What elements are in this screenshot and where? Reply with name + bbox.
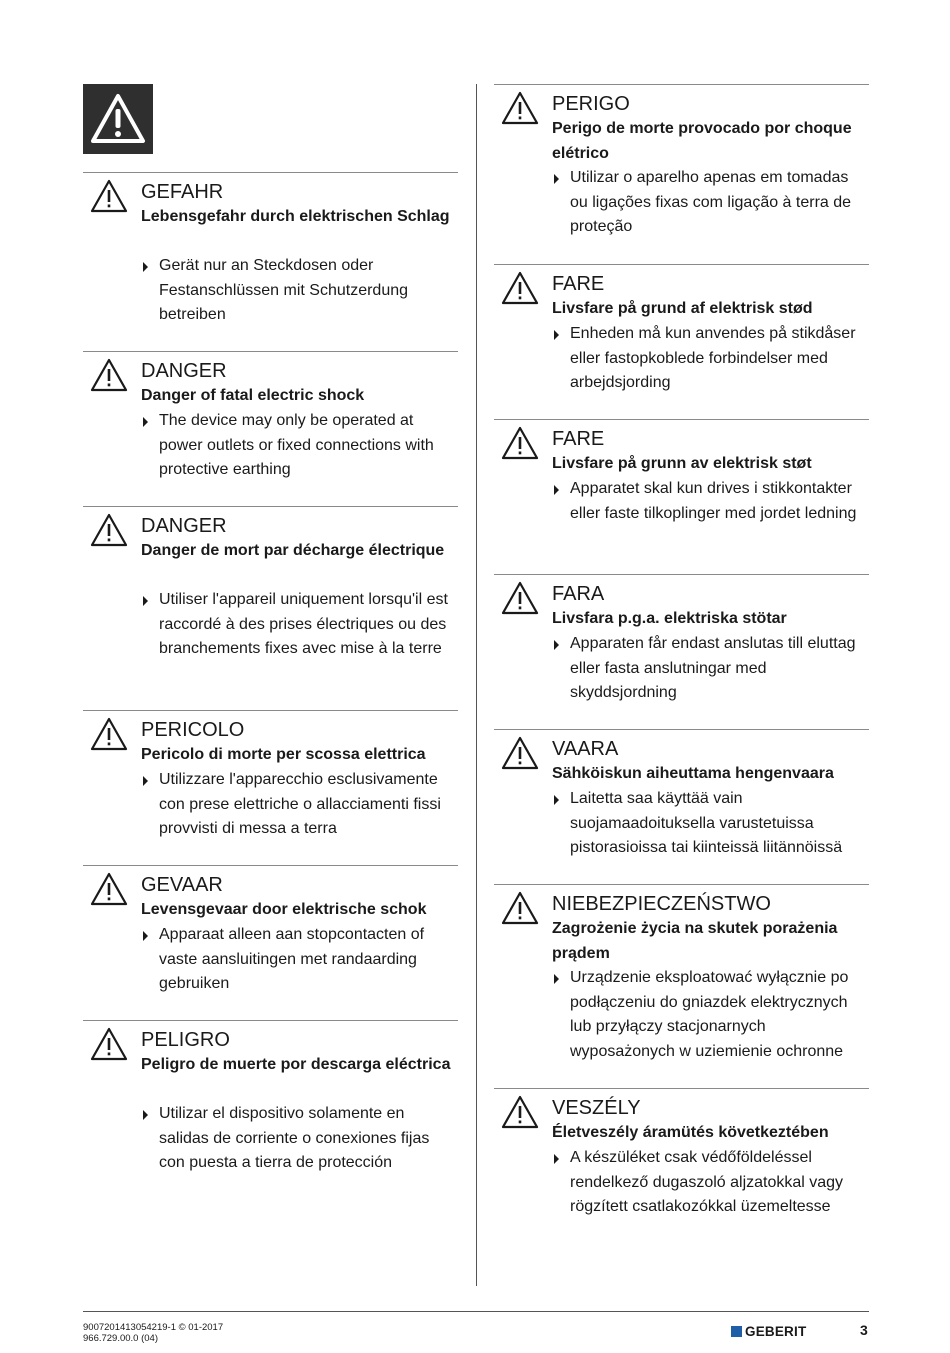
instruction-text: Utilizzare l'apparecchio esclusivamente con prese elettriche o allacciamenti fissi provvisti di messa a terra xyxy=(159,771,441,837)
warning-triangle-icon xyxy=(501,271,539,305)
warning-title: FARE xyxy=(552,428,605,450)
warning-subtitle: Levensgevaar door elektrische schok xyxy=(141,901,427,918)
warning-instruction xyxy=(141,254,458,328)
warning-subtitle: Sähköiskun aiheuttama hengenvaara xyxy=(552,765,834,782)
warning-subtitle: Livsfare på grund af elektrisk stød xyxy=(552,300,813,317)
warning-block xyxy=(494,884,869,1089)
bullet-arrow-icon xyxy=(143,417,148,427)
warning-title: VESZÉLY xyxy=(552,1097,641,1119)
document-number: 9007201413054219-1 © 01-2017 xyxy=(83,1322,224,1333)
footer-divider xyxy=(83,1311,869,1312)
instruction-text: Laitetta saa käyttää vain suojamaadoituksella varustetuissa pistorasioissa tai kiinteissä liitännöissä xyxy=(570,790,843,856)
warning-title: FARA xyxy=(552,583,605,605)
warning-block xyxy=(83,710,458,866)
bullet-arrow-icon xyxy=(554,974,559,984)
warning-instruction xyxy=(552,477,869,526)
instruction-text: Enheden må kun anvendes på stikdåser eller fastopkoblede forbindelser med arbejdsjording xyxy=(570,325,856,391)
warning-instruction xyxy=(552,322,869,396)
instruction-text: Apparaten får endast anslutas till eluttag eller fasta anslutningar med skyddsjordning xyxy=(570,635,856,701)
warning-title: NIEBEZPIECZEŃSTWO xyxy=(552,893,771,915)
warning-title: PERIGO xyxy=(552,93,630,115)
instruction-text: Utiliser l'appareil uniquement lorsqu'il est raccordé à des prises électriques ou des branchements fixes avec mise à la terre xyxy=(159,591,448,657)
warning-subtitle: Lebensgefahr durch elektrischen Schlag xyxy=(141,208,450,225)
warning-instruction xyxy=(141,768,458,842)
bullet-arrow-icon xyxy=(143,596,148,606)
geberit-logo xyxy=(731,1324,806,1339)
warning-title: GEFAHR xyxy=(141,181,224,203)
warning-block xyxy=(83,172,458,352)
instruction-text: Gerät nur an Steckdosen oder Festanschlüssen mit Schutzerdung betreiben xyxy=(159,257,409,323)
bullet-arrow-icon xyxy=(554,795,559,805)
warning-block xyxy=(83,351,458,507)
warning-triangle-icon xyxy=(90,1027,128,1061)
logo-square-icon xyxy=(731,1326,742,1337)
warning-subtitle: Pericolo di morte per scossa elettrica xyxy=(141,746,426,763)
warning-instruction xyxy=(552,166,869,240)
warning-instruction xyxy=(552,787,869,861)
logo-text: GEBERIT xyxy=(745,1324,807,1339)
warning-subtitle: Életveszély áramütés következtében xyxy=(552,1124,829,1141)
instruction-text: Utilizar o aparelho apenas em tomadas ou ligações fixas com ligação à terra de proteção xyxy=(570,169,852,235)
warning-triangle-icon xyxy=(501,581,539,615)
warning-title: PELIGRO xyxy=(141,1029,230,1051)
warning-subtitle: Livsfare på grunn av elektrisk støt xyxy=(552,455,812,472)
warning-block xyxy=(83,506,458,711)
instruction-text: The device may only be operated at power outlets or fixed connections with protective earthing xyxy=(159,412,434,478)
bullet-arrow-icon xyxy=(143,1110,148,1120)
warning-triangle-icon xyxy=(90,179,128,213)
warning-instruction xyxy=(552,966,869,1064)
warning-subtitle: Livsfara p.g.a. elektriska stötar xyxy=(552,610,787,627)
warning-block xyxy=(494,1088,869,1244)
warning-triangle-icon xyxy=(501,426,539,460)
footer-document-info xyxy=(83,1322,223,1344)
warning-block xyxy=(494,84,869,264)
instruction-text: A készüléket csak védőföldeléssel rendelkező dugaszoló aljzatokkal vagy rögzített csatlakozókkal üzemeltesse xyxy=(570,1149,844,1215)
instruction-text: Utilizar el dispositivo solamente en salidas de corriente o conexiones fijas con puesta a tierra de protección xyxy=(159,1105,430,1171)
warning-block xyxy=(83,1020,458,1200)
warning-instruction xyxy=(141,1102,458,1176)
bullet-arrow-icon xyxy=(143,776,148,786)
warning-title: FARE xyxy=(552,273,605,295)
warning-subtitle: Peligro de muerte por descarga eléctrica xyxy=(141,1056,451,1073)
warning-title: DANGER xyxy=(141,360,227,382)
warning-instruction xyxy=(141,923,458,997)
warning-instruction xyxy=(552,632,869,706)
bullet-arrow-icon xyxy=(554,174,559,184)
page-number: 3 xyxy=(860,1322,868,1338)
warning-instruction xyxy=(552,1146,869,1220)
warning-subtitle: Zagrożenie życia na skutek porażenia prądem xyxy=(552,920,838,962)
bullet-arrow-icon xyxy=(554,1154,559,1164)
warning-triangle-icon xyxy=(90,717,128,751)
warning-triangle-icon xyxy=(90,358,128,392)
bullet-arrow-icon xyxy=(143,262,148,272)
warning-subtitle: Danger of fatal electric shock xyxy=(141,387,365,404)
warning-triangle-icon xyxy=(501,91,539,125)
warning-title: PERICOLO xyxy=(141,719,245,741)
warning-instruction xyxy=(141,588,458,662)
warning-triangle-icon xyxy=(90,513,128,547)
warning-triangle-icon xyxy=(501,891,539,925)
warning-pictogram-icon xyxy=(83,84,153,154)
bullet-arrow-icon xyxy=(554,485,559,495)
warning-triangle-icon xyxy=(501,736,539,770)
bullet-arrow-icon xyxy=(554,330,559,340)
bullet-arrow-icon xyxy=(143,931,148,941)
warning-block xyxy=(494,729,869,885)
warning-triangle-icon xyxy=(90,872,128,906)
warning-block xyxy=(494,264,869,420)
warning-block xyxy=(83,865,458,1021)
instruction-text: Apparaat alleen aan stopcontacten of vaste aansluitingen met randaarding gebruiken xyxy=(159,926,425,992)
warning-title: DANGER xyxy=(141,515,227,537)
warning-title: GEVAAR xyxy=(141,874,223,896)
warning-subtitle: Perigo de morte provocado por choque elétrico xyxy=(552,120,852,162)
warning-block xyxy=(494,419,869,575)
instruction-text: Urządzenie eksploatować wyłącznie po podłączeniu do gniazdek elektrycznych lub przyłączy stacjonarnych wyposażonych w uziemienie ochronne xyxy=(570,969,849,1060)
instruction-text: Apparatet skal kun drives i stikkontakter eller faste tilkoplinger med jordet ledning xyxy=(570,480,857,522)
warning-instruction xyxy=(141,409,458,483)
warning-subtitle: Danger de mort par décharge électrique xyxy=(141,542,445,559)
warning-triangle-icon xyxy=(501,1095,539,1129)
warning-block xyxy=(494,574,869,730)
bullet-arrow-icon xyxy=(554,640,559,650)
warning-title: VAARA xyxy=(552,738,619,760)
article-number: 966.729.00.0 (04) xyxy=(83,1333,159,1344)
column-divider xyxy=(476,84,477,1286)
